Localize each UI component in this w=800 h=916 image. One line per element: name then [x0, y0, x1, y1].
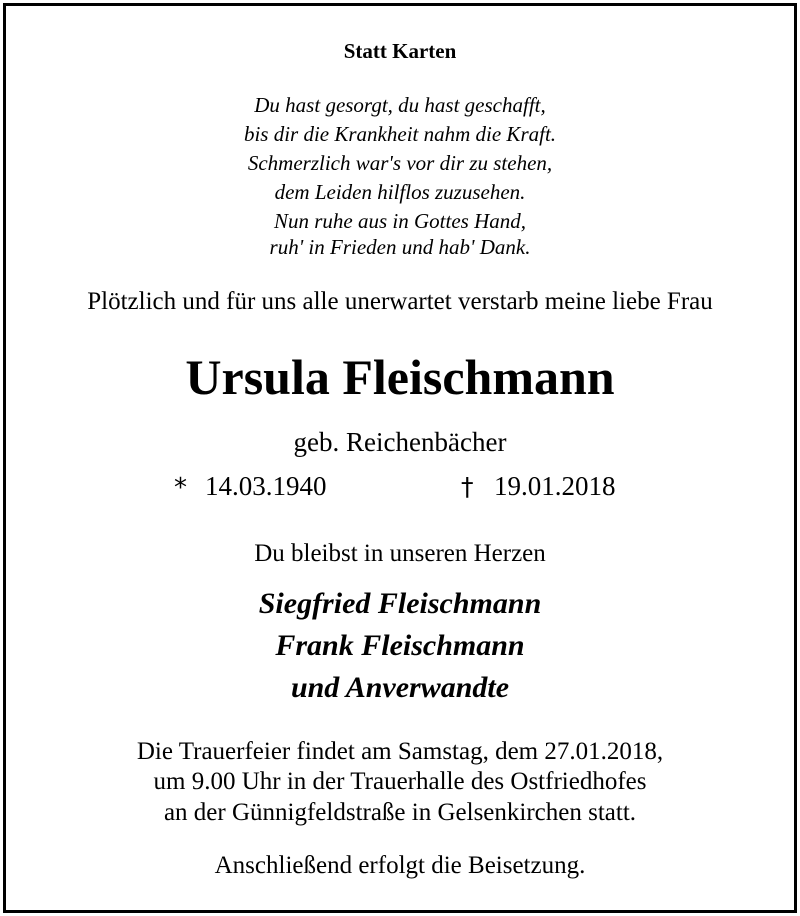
poem-line: Schmerzlich war's vor dir zu stehen,	[247, 151, 553, 175]
birth-star-icon: *	[174, 473, 187, 503]
notice-header: Statt Karten	[343, 39, 457, 63]
poem-line: ruh' in Frieden und hab' Dank.	[269, 235, 531, 259]
death-cross-icon: †	[461, 472, 474, 501]
poem-line: Nun ruhe aus in Gottes Hand,	[274, 209, 526, 233]
obituary-notice	[3, 3, 797, 913]
service-line: Die Trauerfeier findet am Samstag, dem 27.01.2018,	[136, 738, 664, 765]
poem-line: bis dir die Krankheit nahm die Kraft.	[243, 122, 557, 146]
poem-line: Du hast gesorgt, du hast geschafft,	[254, 93, 546, 117]
remembrance-text: Du bleibst in unseren Herzen	[254, 540, 546, 567]
deceased-name: Ursula Fleischmann	[185, 349, 615, 405]
death-date: 19.01.2018	[494, 471, 616, 501]
mourner-name: Frank Fleischmann	[275, 629, 525, 662]
birth-date: 14.03.1940	[205, 471, 327, 501]
service-line: um 9.00 Uhr in der Trauerhalle des Ostfriedhofes	[153, 768, 647, 795]
service-line: an der Günnigfeldstraße in Gelsenkirchen statt.	[163, 799, 637, 826]
poem-line: dem Leiden hilflos zuzusehen.	[274, 180, 526, 204]
mourner-name: und Anverwandte	[290, 671, 510, 704]
closing-text: Anschließend erfolgt die Beisetzung.	[214, 852, 586, 879]
birth-name: geb. Reichenbächer	[293, 427, 507, 457]
mourner-name: Siegfried Fleischmann	[258, 587, 542, 620]
intro-text: Plötzlich und für uns alle unerwartet verstarb meine liebe Frau	[87, 288, 713, 315]
